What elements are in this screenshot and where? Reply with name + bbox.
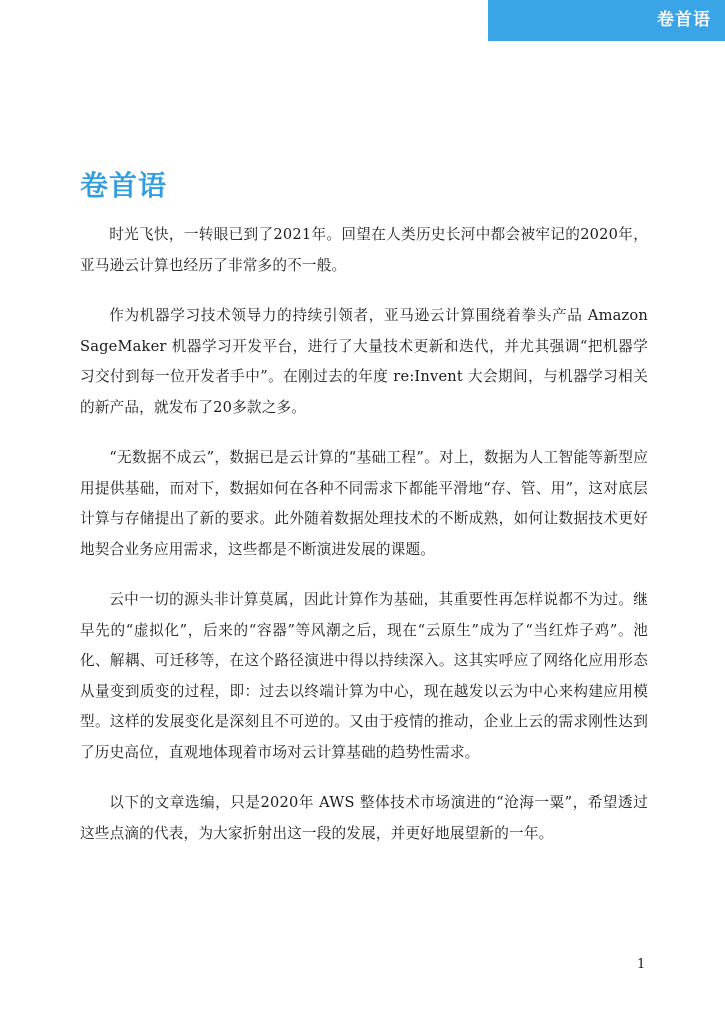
paragraph-2: 作为机器学习技术领导力的持续引领者，亚马逊云计算围绕着拳头产品 Amazon SageMaker 机器学习开发平台，进行了大量技术更新和迭代，并尤其强调“把机器学习交付到每一位开发者手中”。在刚过去的年度 re:Invent 大会期间，与机器学习相关的新产品，就发布了20多款之多。 — [80, 307, 648, 416]
section-header-tab: 卷首语 — [488, 0, 725, 41]
page-number: 1 — [637, 957, 646, 972]
body-text — [80, 220, 648, 869]
paragraph-4: 云中一切的源头非计算莫属，因此计算作为基础，其重要性再怎样说都不为过。继早先的“虚拟化”，后来的“容器”等风潮之后，现在“云原生”成为了“当红炸子鸡”。池化、解耦、可迁移等，在这个路径演进中得以持续深入。这其实呼应了网络化应用形态从量变到质变的过程，即：过去以终端计算为中心，现在越发以云为中心来构建应用模型。这样的发展变化是深刻且不可逆的。又由于疫情的推动，企业上云的需求刚性达到了历史高位，直观地体现着市场对云计算基础的趋势性需求。 — [80, 591, 648, 761]
paragraph-1: 时光飞快，一转眼已到了2021年。回望在人类历史长河中都会被牢记的2020年，亚马逊云计算也经历了非常多的不一般。 — [80, 226, 648, 274]
paragraph-3: “无数据不成云”，数据已是云计算的“基础工程”。对上，数据为人工智能等新型应用提供基础，而对下，数据如何在各种不同需求下都能平滑地“存、管、用”，这对底层计算与存储提出了新的要求。此外随着数据处理技术的不断成熟，如何让数据技术更好地契合业务应用需求，这些都是不断演进发展的课题。 — [80, 449, 648, 558]
page-title: 卷首语 — [80, 169, 168, 202]
paragraph-5: 以下的文章选编，只是2020年 AWS 整体技术市场演进的“沧海一粟”，希望透过这些点滴的代表，为大家折射出这一段的发展，并更好地展望新的一年。 — [80, 794, 648, 842]
